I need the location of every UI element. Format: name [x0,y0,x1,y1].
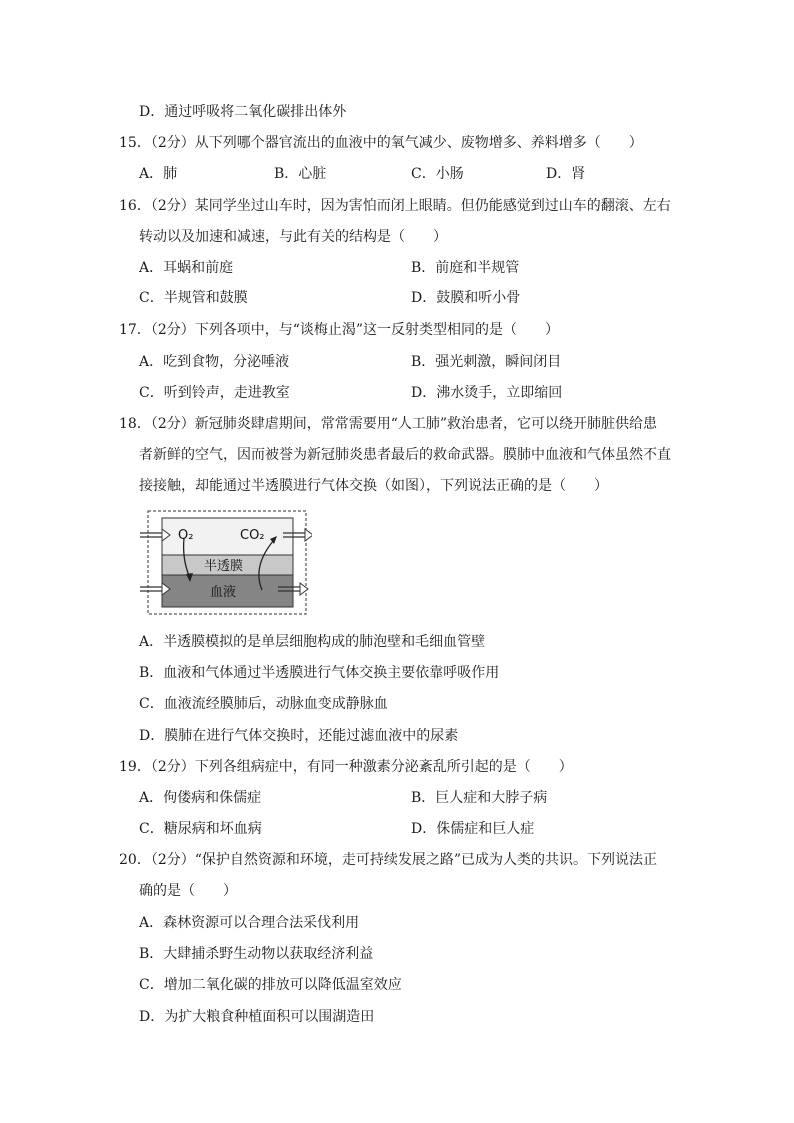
q19-option-d: D．侏儒症和巨人症 [411,821,535,837]
membrane-lung-diagram [140,508,312,620]
q18-stem-line2: 者新鲜的空气，因而被誉为新冠肺炎患者最后的救命武器。膜肺中血液和气体虽然不直 [139,447,671,463]
q18-option-a: A．半透膜模拟的是单层细胞构成的肺泡壁和毛细血管壁 [139,634,486,650]
q18-option-c: C．血液流经膜肺后，动脉血变成静脉血 [139,696,388,712]
q16-option-a: A．耳蜗和前庭 [139,260,234,276]
q20-option-b: B．大肆捕杀野生动物以获取经济利益 [139,946,374,962]
q20-option-d: D．为扩大粮食种植面积可以围湖造田 [139,1009,375,1025]
q20-option-a: A．森林资源可以合理合法采伐利用 [139,915,360,931]
q15-stem: 15．（2分）从下列哪个器官流出的血液中的氧气减少、废物增多、养料增多（ ） [119,135,643,151]
q16-option-d: D．鼓膜和听小骨 [411,290,521,306]
q17-option-c: C．听到铃声，走进教室 [139,385,290,401]
q18-option-d: D．膜肺在进行气体交换时，还能过滤血液中的尿素 [139,728,459,744]
q16-stem-line1: 16．（2分）某同学坐过山车时，因为害怕而闭上眼睛。但仍能感觉到过山车的翻滚、左右 [119,198,671,214]
membrane-label: 半透膜 [204,559,244,574]
q17-stem: 17．（2分）下列各项中，与“谈梅止渴”这一反射类型相同的是（ ） [119,322,560,338]
q17-option-b: B．强光刺激，瞬间闭目 [411,354,562,370]
q15-option-c: C．小肠 [411,166,464,182]
q19-stem: 19．（2分）下列各组病症中，有同一种激素分泌紊乱所引起的是（ ） [119,759,573,775]
blood-label: 血液 [210,585,237,600]
q17-option-d: D．沸水烫手，立即缩回 [411,385,563,401]
q19-option-b: B．巨人症和大脖子病 [411,790,548,806]
o2-label: O₂ [178,528,194,543]
q20-stem-line2: 确的是（ ） [139,883,237,899]
co2-label: CO₂ [240,528,265,543]
q15-option-a: A．肺 [139,166,178,182]
q16-option-c: C．半规管和鼓膜 [139,290,248,306]
q17-option-a: A．吃到食物，分泌唾液 [139,354,290,370]
q15-option-b: B．心脏 [274,166,327,182]
q18-stem-line1: 18．（2分）新冠肺炎肆虐期间，常常需要用“人工肺”救治患者，它可以绕开肺脏供给患 [119,416,658,432]
q18-option-b: B．血液和气体通过半透膜进行气体交换主要依靠呼吸作用 [139,665,500,681]
q20-stem-line1: 20．（2分）“保护自然资源和环境，走可持续发展之路”已成为人类的共识。下列说法正 [119,852,658,868]
q19-option-a: A．佝偻病和侏儒症 [139,790,262,806]
q19-option-c: C．糖尿病和坏血病 [139,821,262,837]
q20-option-c: C．增加二氧化碳的排放可以降低温室效应 [139,977,402,993]
q16-stem-line2: 转动以及加速和减速，与此有关的结构是（ ） [139,229,447,245]
q16-option-b: B．前庭和半规管 [411,260,520,276]
q14-option-d: D．通过呼吸将二氧化碳排出体外 [139,104,347,120]
q18-stem-line3: 接接触，却能通过半透膜进行气体交换（如图），下列说法正确的是（ ） [139,478,608,494]
q15-option-d: D．肾 [546,166,586,182]
